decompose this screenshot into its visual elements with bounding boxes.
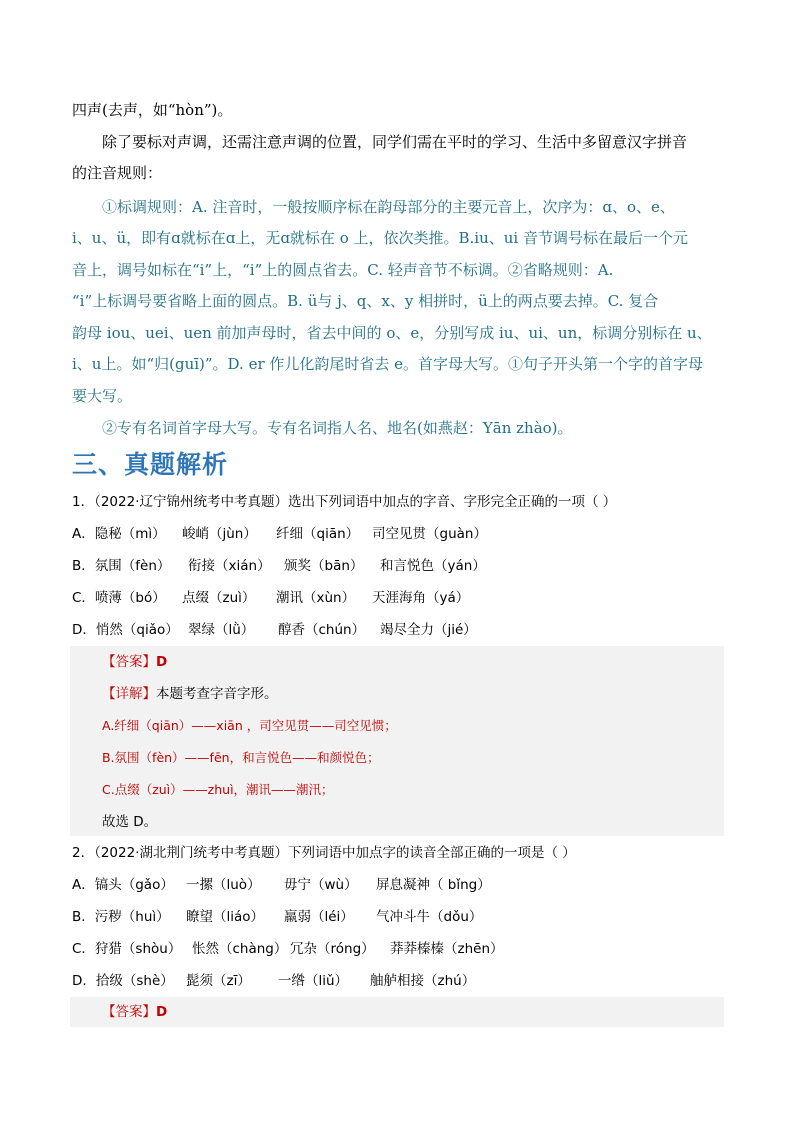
option-word: A．隐秘（mì） [72,526,166,542]
option-word: 衔接（xián） [188,558,271,574]
option-word: 一摞（luò） [186,877,261,893]
rule-line-1: ①标调规则：A. 注音时，一般按顺序标在韵母部分的主要元音上，次序为：ɑ、o、e、 [102,198,675,216]
explanation-c: C.点缀（zuì）——zhuì，潮讯——潮汛； [102,782,334,797]
option-word: C．狩猎（shòu） [72,941,182,957]
answer-2 [102,1002,167,1022]
option-word: 怅然（chàng） [192,941,288,957]
option-word: B．污秽（huì） [72,909,170,925]
option-word: 一绺（liǔ） [278,973,349,989]
question-2-option-d [72,971,475,991]
rule-line-6: i、u上。如“归(guī)”。D. er 作儿化韵尾时省去 e。首字母大写。①句子开头第一个字的首字母 [72,355,704,373]
conclusion-1: 故选 D。 [102,814,158,830]
detail-1 [102,684,278,704]
answer-value: D [156,1004,168,1020]
intro-line-3: 的注音规则： [72,164,163,182]
option-word: 纤细（qiān） [276,526,360,542]
option-word: 潮讯（xùn） [276,590,356,606]
explanation-a: A.纤细（qiān）——xiān ，司空见贯——司空见惯； [102,718,397,733]
question-1-stem: 1．（2022·辽宁锦州统考中考真题）选出下列词语中加点的字音、字形完全正确的一项（ ） [72,494,617,510]
intro-line-2: 除了要标对声调，还需注意声调的位置，同学们需在平时的学习、生活中多留意汉字拼音 [102,133,688,151]
answer-1 [102,652,167,672]
rule-line-3: 音上，调号如标在“i”上，“i”上的圆点省去。C. 轻声音节不标调。②省略规则：A. [72,261,614,279]
option-word: A．镐头（gǎo） [72,877,174,893]
option-word: 司空见贯（guàn） [372,526,487,542]
option-word: 和言悦色（yán） [380,558,486,574]
explanation-b: B.氛围（fèn）——fēn，和言悦色——和颜悦色； [102,750,380,765]
rule-line-7: 要大写。 [72,387,133,405]
question-1-option-c [72,588,469,608]
option-word: B．氛围（fèn） [72,558,171,574]
question-1-option-b [72,556,486,576]
question-2-option-b [72,907,482,927]
detail-text: 本题考查字音字形。 [156,686,278,702]
option-word: D．悄然（qiǎo） [72,622,179,638]
answer-value: D [156,654,168,670]
question-1-option-a [72,524,487,544]
detail-label: 【详解】 [102,686,156,702]
option-word: 髭须（zī） [186,973,251,989]
option-word: 屏息凝神（ bǐng） [376,877,491,893]
option-word: 天涯海角（yá） [372,590,470,606]
answer-box-2 [70,997,724,1027]
answer-box-1 [70,646,724,836]
option-word: D．拾级（shè） [72,973,174,989]
option-word: 舳舻相接（zhú） [370,973,476,989]
option-word: 点缀（zuì） [182,590,256,606]
option-word: 竭尽全力（jié） [380,622,477,638]
answer-label: 【答案】 [102,654,156,670]
option-word: C．喷薄（bó） [72,590,166,606]
option-word: 翠绿（lǜ） [188,622,255,638]
option-word: 羸弱（léi） [284,909,354,925]
option-word: 冗杂（róng） [290,941,375,957]
question-2-option-a [72,875,491,895]
option-word: 气冲斗牛（dǒu） [376,909,483,925]
option-word: 毋宁（wù） [284,877,358,893]
rule-line-4: “i”上标调号要省略上面的圆点。B. ü与 j、q、x、y 相拼时，ü上的两点要去掉。C. 复合 [72,292,659,310]
intro-line-1: 四声(去声，如“hòn”)。 [72,101,233,119]
question-2-stem: 2．（2022·湖北荆门统考中考真题）下列词语中加点字的读音全部正确的一项是（ ） [72,845,576,861]
rule-line-8: ②专有名词首字母大写。专有名词指人名、地名(如燕赵：Yān zhào)。 [102,419,573,437]
rule-line-5: 韵母 iou、uei、uen 前加声母时，省去中间的 o、e，分别写成 iu、ui、un，标调分别标在 u、 [72,324,712,342]
option-word: 颁奖（bān） [284,558,364,574]
question-1-option-d [72,620,477,640]
option-word: 醇香（chún） [278,622,366,638]
rule-line-2: i、u、ü，即有ɑ就标在ɑ上，无ɑ就标在 o 上，依次类推。B.iu、ui 音节调号标在最后一个元 [72,229,688,247]
option-word: 瞭望（liáo） [186,909,265,925]
option-word: 峻峭（jùn） [182,526,257,542]
answer-label: 【答案】 [102,1004,156,1020]
section-title: 三、真题解析 [72,450,229,479]
option-word: 莽莽榛榛（zhēn） [390,941,504,957]
question-2-option-c [72,939,504,959]
